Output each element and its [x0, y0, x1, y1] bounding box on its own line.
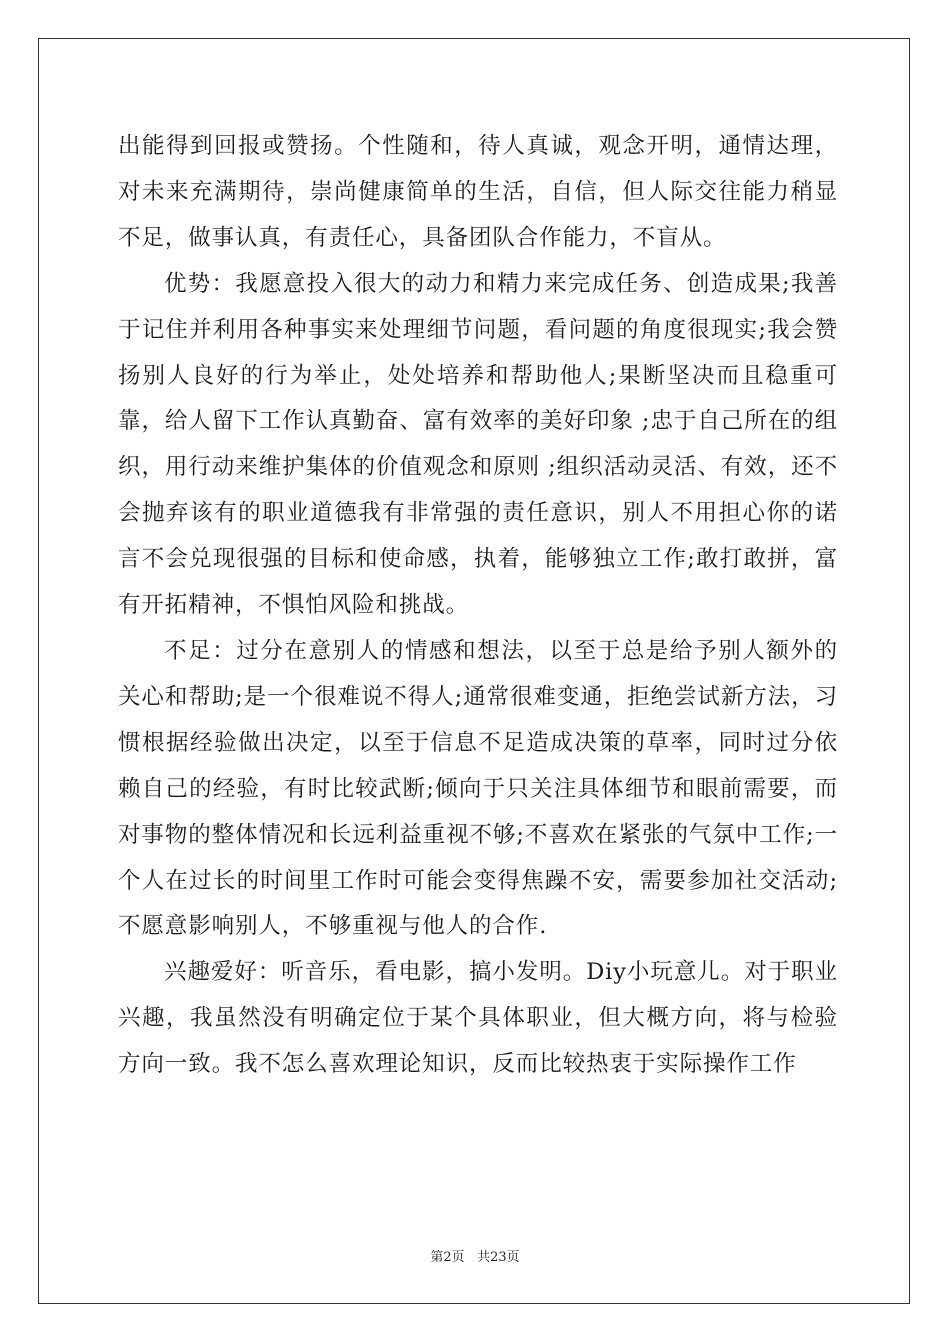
document-body	[118, 124, 838, 1088]
paragraph-strengths: 优势：我愿意投入很大的动力和精力来完成任务、创造成果;我善于记住并利用各种事实来处理细节问题，看问题的角度很现实;我会赞扬别人良好的行为举止，处处培养和帮助他人;果断坚决而且稳重可靠，给人留下工作认真勤奋、富有效率的美好印象 ;忠于自己所在的组织，用行动来维护集体的价值观念和原则 ;组织活动灵活、有效，还不会抛弃该有的职业道德我有非常强的责任意识，别人不用担心你的诺言不会兑现很强的目标和使命感，执着，能够独立工作;敢打敢拼，富有开拓精神，不惧怕风险和挑战。	[118, 270, 838, 619]
paragraph-intro: 出能得到回报或赞扬。个性随和，待人真诚，观念开明，通情达理，对未来充满期待，崇尚健康简单的生活，自信，但人际交往能力稍显不足，做事认真，有责任心，具备团队合作能力，不盲从。	[118, 133, 838, 251]
page-total: 共23页	[477, 1250, 520, 1265]
page-footer	[0, 1246, 950, 1265]
paragraph-weaknesses: 不足：过分在意别人的情感和想法，以至于总是给予别人额外的关心和帮助;是一个很难说不得人;通常很难变通，拒绝尝试新方法，习惯根据经验做出决定，以至于信息不足造成决策的草率，同时过分依赖自己的经验，有时比较武断;倾向于只关注具体细节和眼前需要，而对事物的整体情况和长远利益重视不够;不喜欢在紧张的气氛中工作;一个人在过长的时间里工作时可能会变得焦躁不安，需要参加社交活动;不愿意影响别人，不够重视与他人的合作.	[118, 637, 838, 940]
page-number: 第2页	[430, 1250, 465, 1265]
paragraph-hobbies: 兴趣爱好：听音乐，看电影，搞小发明。Diy小玩意儿。对于职业兴趣，我虽然没有明确定位于某个具体职业，但大概方向，将与检验方向一致。我不怎么喜欢理论知识，反而比较热衷于实际操作工作	[118, 959, 838, 1078]
